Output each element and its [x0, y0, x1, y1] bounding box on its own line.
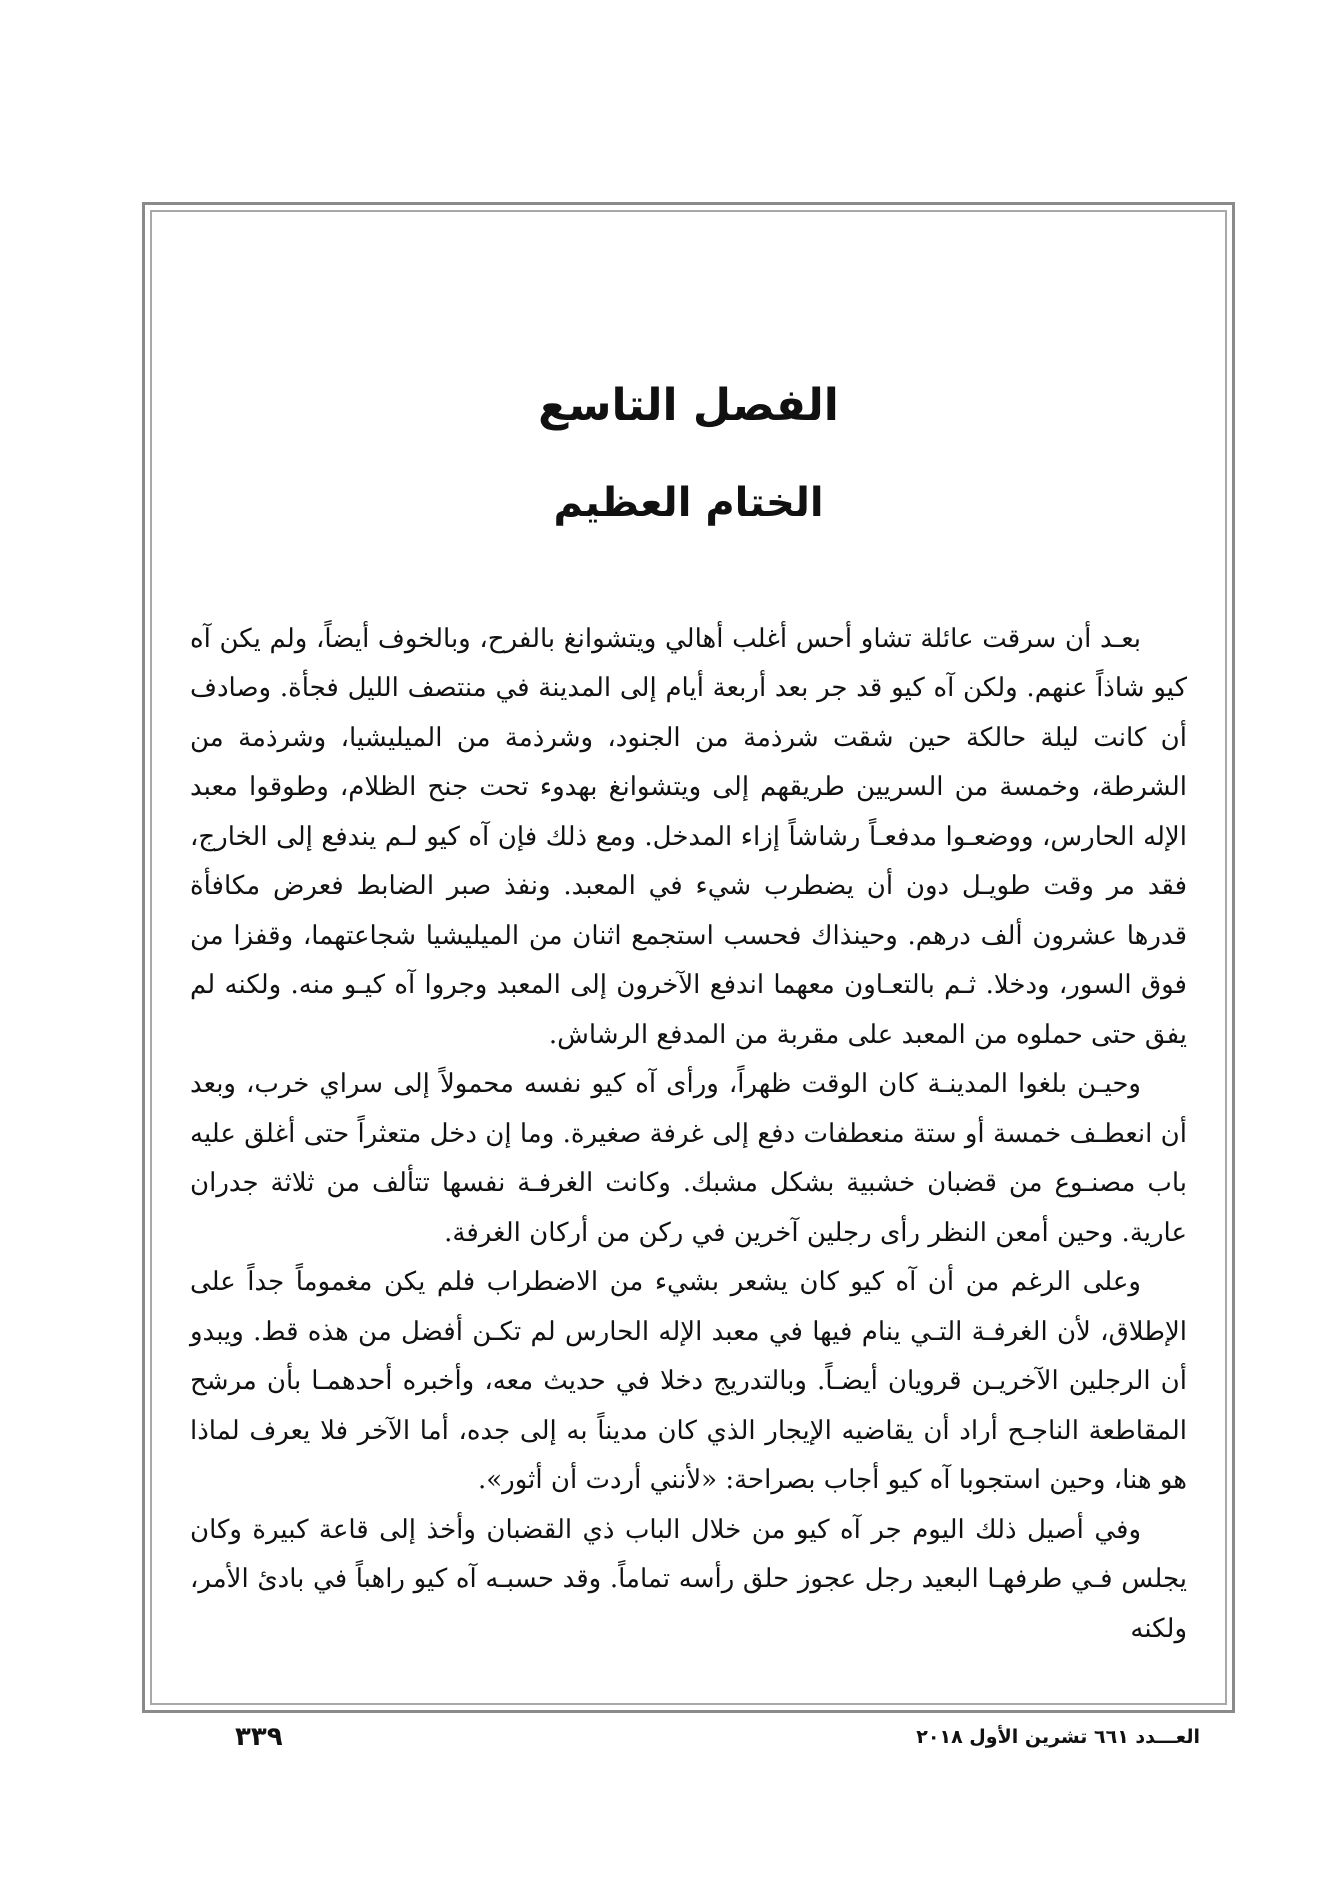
article-body	[190, 380, 1187, 1654]
paragraph: وحيـن بلغوا المدينـة كان الوقت ظهراً، ورأى آه كيو نفسه محمولاً إلى سراي خرب، وبعد أن انعطـف خمسة أو ستة منعطفات دفع إلى غرفة صغيرة. وما إن دخل متعثراً حتى أغلق عليه باب مصنـوع من قضبان خشبية بشكل مشبك. وكانت الغرفـة نفسها تتألف من ثلاثة جدران عارية. وحين أمعن النظر رأى رجلين آخرين في ركن من أركان الغرفة.	[190, 1069, 1187, 1248]
paragraph: وفي أصيل ذلك اليوم جر آه كيو من خلال الباب ذي القضبان وأخذ إلى قاعة كبيرة وكان يجلس فـي طرفهـا البعيد رجل عجوز حلق رأسه تماماً. وقد حسبـه آه كيو راهباً في بادئ الأمر، ولكنه	[190, 1514, 1187, 1644]
page-footer	[235, 1722, 1200, 1762]
issue-info: العـــدد ٦٦١ تشرين الأول ٢٠١٨	[916, 1726, 1200, 1748]
chapter-title: الفصل التاسع	[538, 380, 839, 431]
chapter-subtitle: الختام العظيم	[553, 479, 824, 526]
paragraph: وعلى الرغم من أن آه كيو كان يشعر بشيء من الاضطراب فلم يكن مغموماً جداً على الإطلاق، لأن الغرفـة التـي ينام فيها في معبد الإله الحارس لم تكـن أفضل من هذه قط. ويبدو أن الرجلين الآخريـن قرويان أيضـاً. وبالتدريج دخلا في حديث معه، وأخبره أحدهمـا بأن مرشح المقاطعة الناجـح أراد أن يقاضيه الإيجار الذي كان مديناً به إلى جده، أما الآخر فلا يعرف لماذا هو هنا، وحين استجوبا آه كيو أجاب بصراحة: «لأنني أردت أن أثور».	[190, 1267, 1187, 1496]
page-number: ٣٣٩	[235, 1722, 283, 1752]
paragraph: بعـد أن سرقت عائلة تشاو أحس أغلب أهالي ويتشوانغ بالفرح، وبالخوف أيضاً، ولم يكن آه كيو شاذاً عنهم. ولكن آه كيو قد جر بعد أربعة أيام إلى المدينة في منتصف الليل فجأة. وصادف أن كانت ليلة حالكة حين شقت شرذمة من الجنود، وشرذمة من الميليشيا، وشرذمة من الشرطة، وخمسة من السريين طريقهم إلى ويتشوانغ بهدوء تحت جنح الظلام، وطوقوا معبد الإله الحارس، ووضعـوا مدفعـاً رشاشاً إزاء المدخل. ومع ذلك فإن آه كيو لـم يندفع إلى الخارج، فقد مر وقت طويـل دون أن يضطرب شيء في المعبد. ونفذ صبر الضابط فعرض مكافأة قدرها عشرون ألف درهم. وحينذاك فحسب استجمع اثنان من الميليشيا شجاعتهما، وقفزا من فوق السور، ودخلا. ثـم بالتعـاون معهما اندفع الآخرون إلى المعبد وجروا آه كيـو منه. ولكنه لم يفق حتى حملوه من المعبد على مقربة من المدفع الرشاش.	[190, 623, 1187, 1050]
